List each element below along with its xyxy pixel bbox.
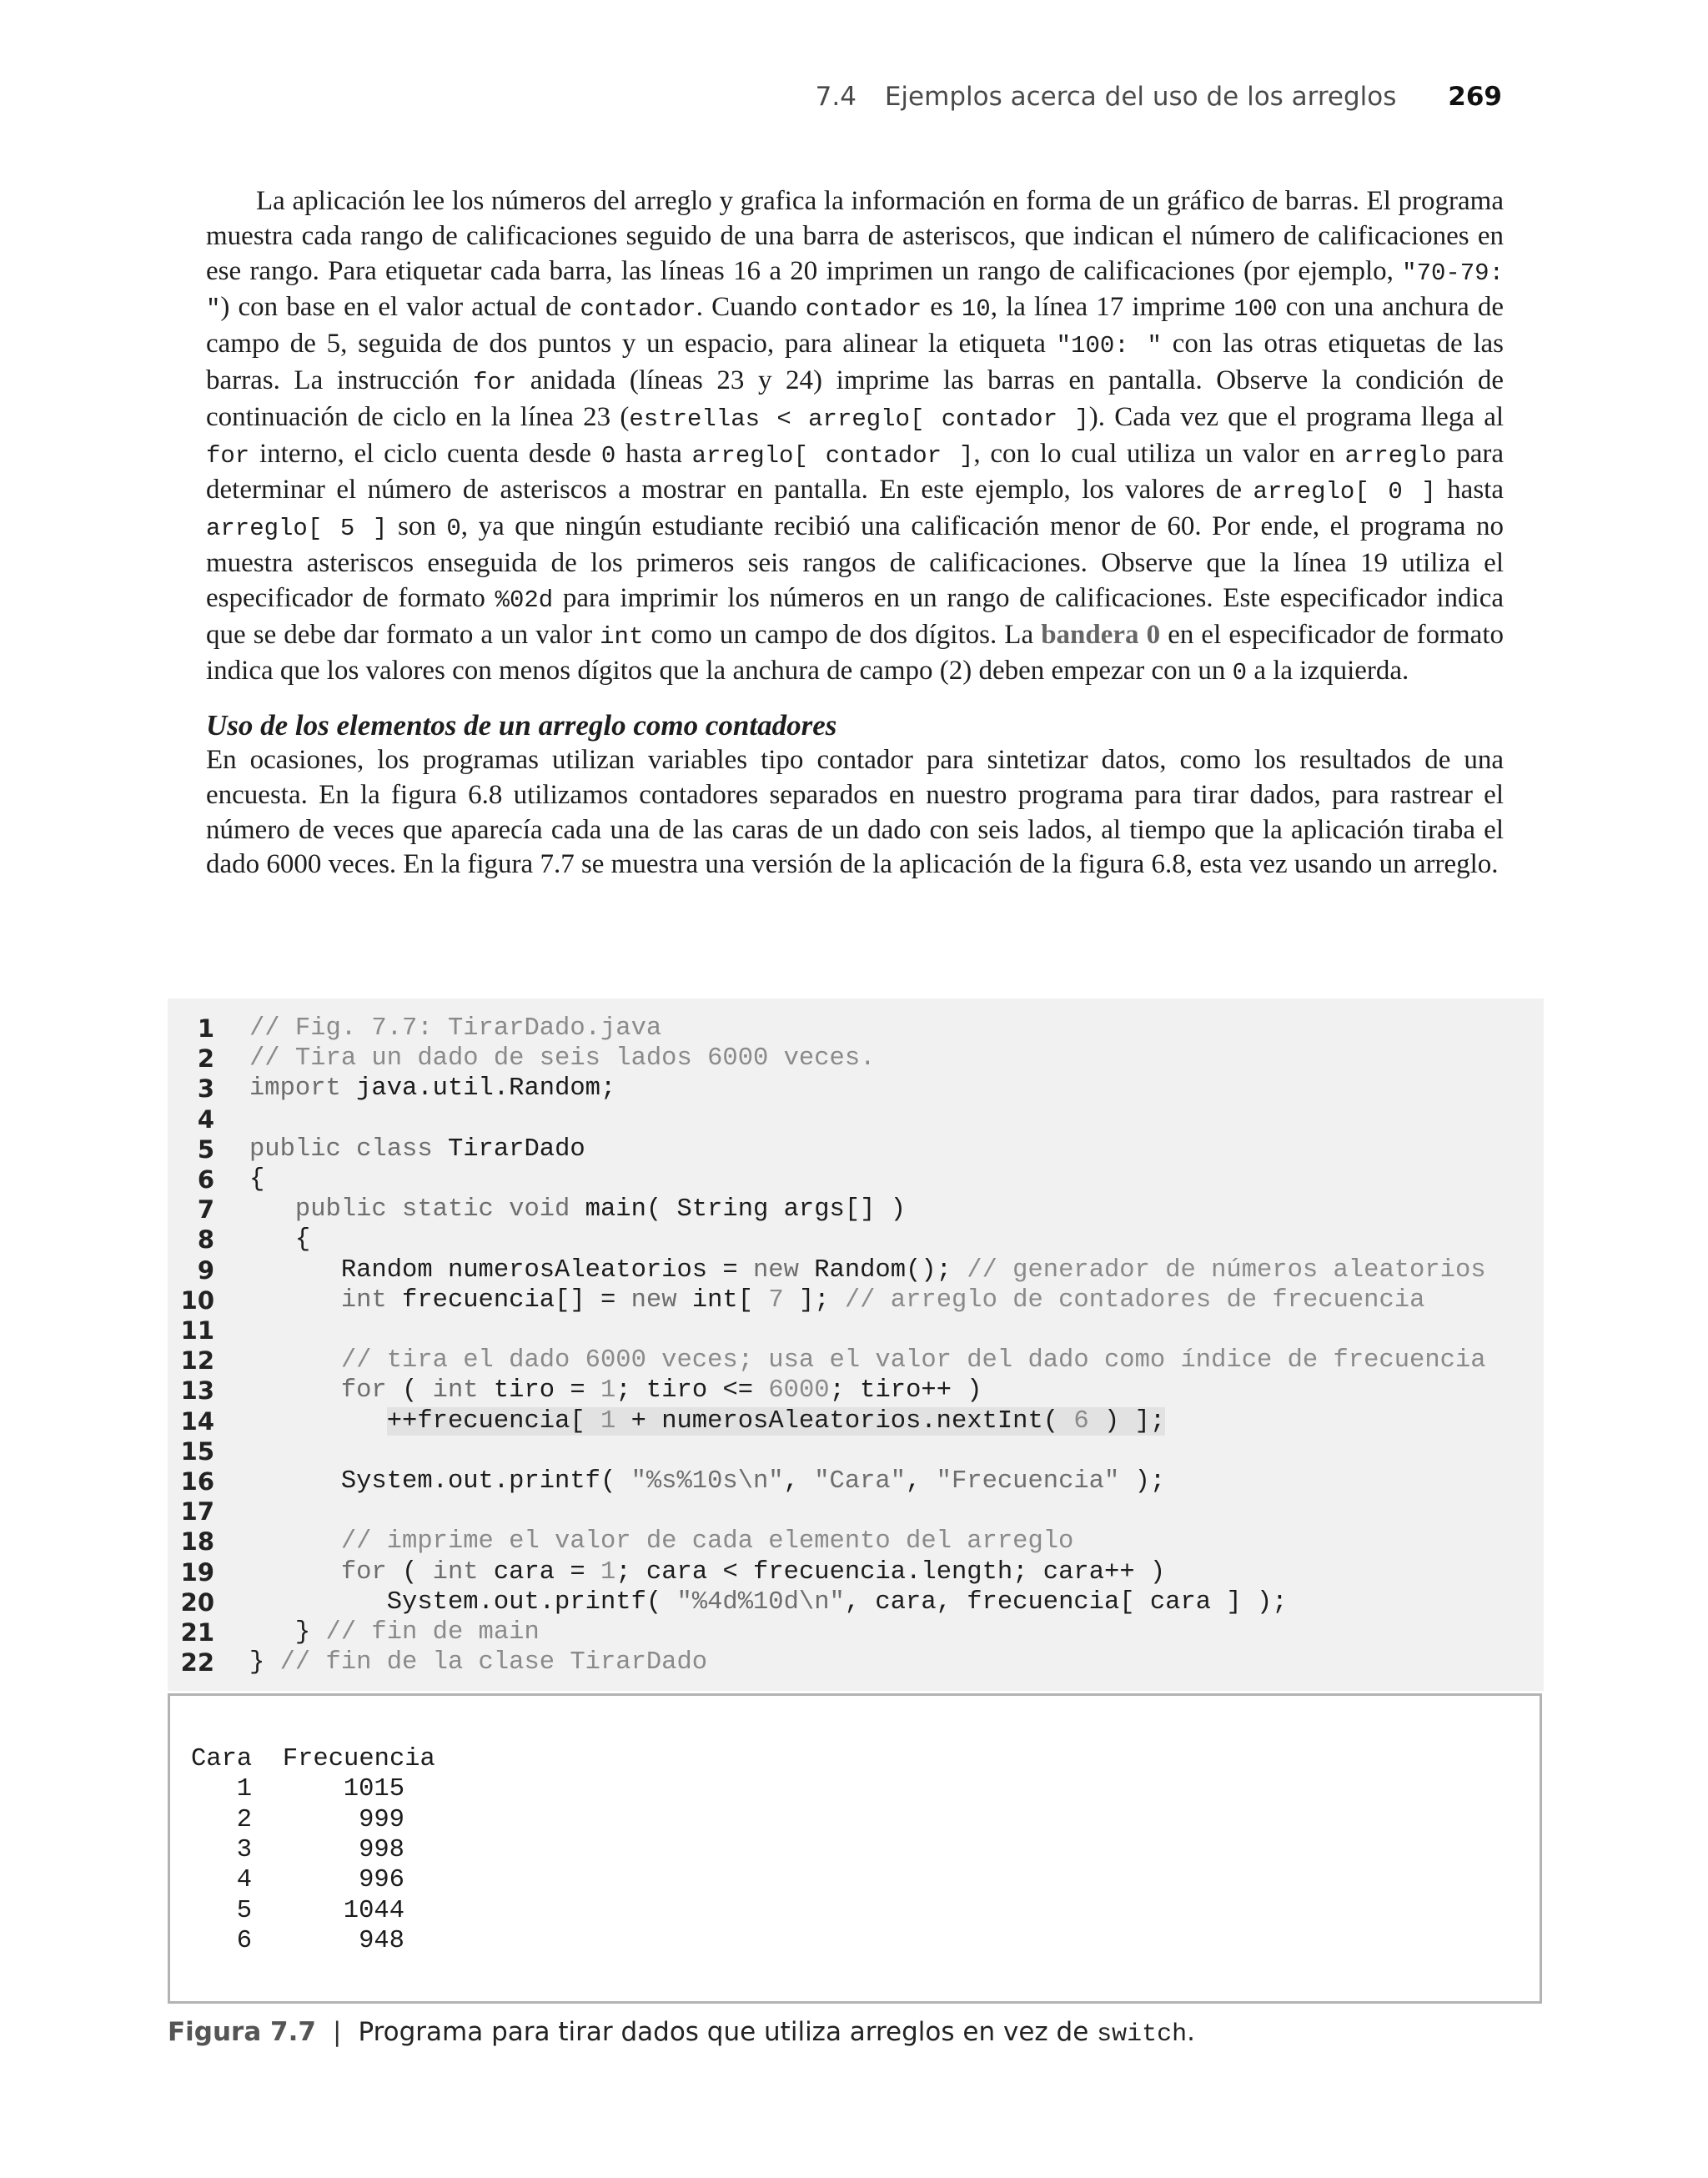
line-number: 10: [180, 1285, 214, 1315]
text-run: ). Cada vez que el programa llega al: [1088, 401, 1505, 432]
section-title: Ejemplos acerca del uso de los arreglos: [884, 82, 1397, 112]
code-text: [249, 1074, 615, 1104]
code-text: [249, 1164, 264, 1195]
output-cara: 6: [236, 1926, 252, 1955]
inline-code: %02d: [495, 586, 554, 614]
inline-code: "100: ": [1056, 332, 1162, 360]
code-token: }: [249, 1618, 326, 1647]
code-text: [249, 1587, 1288, 1617]
line-number: 17: [180, 1497, 214, 1527]
line-number: 14: [180, 1406, 214, 1436]
code-text: [249, 1134, 585, 1164]
line-number: 22: [180, 1648, 214, 1678]
code-token: int: [249, 1285, 387, 1315]
code-text: [249, 1557, 1165, 1587]
paragraph-counters: [206, 743, 1504, 883]
output-row: [191, 1865, 404, 1895]
section-subheading: Uso de los elementos de un arreglo como contadores: [206, 709, 837, 742]
text-run: , con lo cual utiliza un valor en: [973, 438, 1345, 469]
line-number: 21: [180, 1618, 214, 1647]
line-number: 12: [180, 1346, 214, 1376]
code-text: [249, 1044, 875, 1074]
figure-label: Figura 7.7: [168, 2017, 316, 2047]
code-token: ; tiro <=: [615, 1376, 769, 1406]
line-number: 7: [197, 1195, 214, 1225]
code-token: frecuencia[] =: [386, 1285, 631, 1315]
output-frecuencia: 998: [359, 1835, 404, 1864]
inline-code: for: [472, 368, 517, 396]
code-token: (: [386, 1557, 433, 1587]
line-number: 3: [197, 1074, 214, 1104]
text-run: . Cuando: [696, 292, 806, 323]
inline-code: for: [206, 441, 250, 470]
text-run: son: [387, 511, 447, 542]
line-number: 20: [180, 1587, 214, 1617]
output-frecuencia: 948: [359, 1926, 404, 1955]
line-number: 9: [197, 1255, 214, 1285]
code-token: ; tiro++ ): [829, 1376, 982, 1406]
code-token: // fin de main: [325, 1618, 540, 1647]
output-cara: 1: [236, 1775, 252, 1804]
code-token: ) ];: [1088, 1406, 1166, 1436]
code-token: TirarDado: [432, 1134, 585, 1164]
code-token: {: [249, 1165, 265, 1194]
caption-separator: |: [332, 2017, 342, 2047]
code-text: [249, 1285, 1424, 1315]
code-token: 1: [600, 1406, 616, 1436]
code-token: 1: [600, 1557, 616, 1587]
inline-code: contador: [805, 295, 922, 324]
output-frecuencia: 999: [359, 1805, 404, 1834]
code-token: // Fig. 7.7: TirarDado.java: [249, 1014, 662, 1043]
output-row: [191, 1774, 404, 1804]
line-number: 2: [197, 1044, 214, 1074]
code-token: // tira el dado 6000 veces; usa el valor del dado como índice de frecuencia: [249, 1346, 1486, 1376]
inline-code: 0: [600, 441, 616, 470]
line-number: 11: [180, 1316, 214, 1345]
program-output: [168, 1693, 1542, 2004]
page-number: 269: [1448, 82, 1502, 112]
line-number: 8: [197, 1225, 214, 1255]
inline-code: "70-79: ": [206, 259, 1504, 324]
line-number: 18: [180, 1527, 214, 1557]
output-row: [191, 1926, 404, 1956]
code-text: [249, 1195, 906, 1225]
line-number: 19: [180, 1557, 214, 1587]
inline-code: estrellas < arreglo[ contador ]: [629, 405, 1089, 433]
text-run: con las otras etiquetas de las barras. La instrucción: [206, 329, 1504, 395]
code-text: [249, 1225, 310, 1255]
paragraph-text: En ocasiones, los programas utilizan variables tipo contador para sintetizar datos, como los resultados de una encuesta. En la figura 6.8 utilizamos contadores separados en nuestro programa para tirar dados, para rastrear el número de veces que aparecía cada una de las caras de un dado con seis lados, al tiempo que la aplicación tiraba el dado 6000 veces. En la figura 7.7 se muestra una versión de la aplicación de la figura 6.8, esta vez usando un arreglo.: [206, 745, 1504, 880]
output-row: [191, 1896, 404, 1926]
code-token: "%s%10s\n": [630, 1467, 784, 1496]
running-header: [816, 82, 1502, 112]
caption-end: .: [1187, 2017, 1196, 2047]
code-token: cara =: [478, 1557, 601, 1587]
line-number: 16: [180, 1467, 214, 1496]
code-token: // arreglo de contadores de frecuencia: [844, 1285, 1425, 1315]
text-run: para imprimir los números en un rango de calificaciones. Este especificador indica que se debe dar formato a un valor: [206, 582, 1504, 650]
line-number: 15: [180, 1436, 214, 1466]
code-token: );: [1119, 1467, 1166, 1496]
output-frecuencia: 1015: [343, 1775, 404, 1804]
inline-code: arreglo[ contador ]: [691, 441, 974, 470]
code-token: ; cara < frecuencia.length; cara++ ): [615, 1557, 1166, 1587]
inline-code: arreglo: [1344, 441, 1447, 470]
code-token: import: [249, 1074, 341, 1104]
text-run: para determinar el número de asteriscos a mostrar en pantalla. En este ejemplo, los valores de: [206, 438, 1504, 506]
code-token: tiro =: [478, 1376, 601, 1406]
code-token: 7: [768, 1285, 784, 1315]
caption-code: switch: [1097, 2020, 1188, 2049]
inline-code: 0: [1232, 659, 1248, 687]
code-token: public class: [249, 1134, 433, 1164]
text-run: es: [922, 292, 962, 323]
code-token: "Cara": [814, 1467, 907, 1496]
code-text: [249, 1647, 707, 1678]
code-token: ,: [783, 1467, 815, 1496]
output-row: [191, 1805, 404, 1835]
code-token: {: [249, 1225, 311, 1255]
inline-code: contador: [580, 295, 696, 324]
output-cara: 5: [236, 1896, 252, 1925]
inline-code: 100: [1233, 295, 1278, 324]
text-run: a la izquierda.: [1247, 656, 1409, 687]
code-token: 6: [1073, 1406, 1089, 1436]
output-row: [191, 1835, 404, 1865]
code-token: main( String args[] ): [570, 1195, 907, 1225]
bold-term: bandera 0: [1041, 619, 1161, 650]
code-token: ++frecuencia[: [386, 1406, 600, 1436]
inline-code: arreglo[ 0 ]: [1253, 478, 1436, 506]
output-cara: 3: [236, 1835, 252, 1864]
code-token: "Frecuencia": [936, 1467, 1120, 1496]
text-run: hasta: [615, 438, 692, 469]
code-text: [249, 1376, 982, 1406]
code-token: for: [249, 1557, 387, 1587]
paragraph-bar-chart-explanation: [206, 184, 1504, 691]
line-number: 5: [197, 1134, 214, 1164]
code-token: [249, 1407, 387, 1436]
code-token: public static void: [249, 1195, 570, 1225]
code-token: System.out.printf(: [249, 1587, 677, 1617]
code-token: // generador de números aleatorios: [967, 1255, 1486, 1285]
code-text: [249, 1014, 661, 1044]
code-token: 6000: [768, 1376, 830, 1406]
line-number: 4: [197, 1104, 214, 1134]
text-run: interno, el ciclo cuenta desde: [249, 438, 601, 469]
section-number: 7.4: [815, 82, 857, 112]
inline-code: 10: [961, 295, 991, 324]
text-run: con una anchura de campo de 5, seguida de dos puntos y un espacio, para alinear la etiqueta: [206, 292, 1505, 360]
line-number: 13: [180, 1376, 214, 1406]
code-token: java.util.Random;: [340, 1074, 616, 1104]
output-frecuencia: 1044: [343, 1896, 404, 1925]
code-text: [249, 1346, 1486, 1376]
code-token: // imprime el valor de cada elemento del arreglo: [249, 1527, 1074, 1557]
output-cara: 2: [236, 1805, 252, 1834]
paragraph-text: [206, 184, 1504, 691]
code-token: Random numerosAleatorios =: [249, 1255, 753, 1285]
output-header: Cara Frecuencia: [191, 1745, 435, 1773]
text-run: como un campo de dos dígitos. La: [643, 619, 1042, 650]
output-frecuencia: 996: [359, 1866, 404, 1895]
code-token: // Tira un dado de seis lados 6000 veces.: [249, 1044, 876, 1074]
text-run: en el especificador de formato indica que los valores con menos dígitos que la anchura de campo (2) deben empezar con un: [206, 619, 1504, 687]
inline-code: 0: [446, 515, 461, 543]
text-run: hasta: [1435, 475, 1504, 506]
code-text: [249, 1466, 1165, 1496]
text-run: anidada (líneas 23 y 24) imprime las barras en pantalla. Observe la condición de continuación de ciclo en la línea 23 (: [206, 365, 1504, 432]
text-run: , la línea 17 imprime: [990, 292, 1234, 323]
code-token: new: [753, 1255, 799, 1285]
code-listing: [168, 998, 1544, 1691]
caption-text: Programa para tirar dados que utiliza arreglos en vez de: [358, 2017, 1098, 2047]
code-token: int: [432, 1557, 479, 1587]
code-token: new: [630, 1285, 677, 1315]
text-run: , ya que ningún estudiante recibió una calificación menor de 60. Por ende, el programa no muestra asteriscos enseguida de los primeros seis rangos de calificaciones. Observe que la línea 19 utiliza el especificador de formato: [206, 511, 1504, 613]
code-token: int: [432, 1376, 479, 1406]
code-token: Random();: [798, 1255, 967, 1285]
code-token: }: [249, 1648, 280, 1678]
code-text: [249, 1406, 1165, 1436]
code-text: [249, 1617, 540, 1647]
code-token: ];: [783, 1285, 845, 1315]
code-token: + numerosAleatorios.nextInt(: [615, 1406, 1074, 1436]
code-token: for: [249, 1376, 387, 1406]
line-number: 1: [197, 1014, 214, 1043]
inline-code: int: [600, 622, 644, 651]
code-token: 1: [600, 1376, 616, 1406]
text-run: La aplicación lee los números del arreglo y grafica la información en forma de un gráfico de barras. El programa muestra cada rango de calificaciones seguido de una barra de asteriscos, que indican el número de calificaciones en ese rango. Para etiquetar cada barra, las líneas 16 a 20 imprimen un rango de calificaciones (por ejemplo,: [206, 186, 1504, 286]
code-token: int[: [676, 1285, 769, 1315]
code-token: , cara, frecuencia[ cara ] );: [844, 1587, 1288, 1617]
code-token: // fin de la clase TirarDado: [279, 1648, 708, 1678]
figure-caption: [168, 2017, 1195, 2049]
line-number: 6: [197, 1165, 214, 1194]
code-token: "%4d%10d\n": [676, 1587, 845, 1617]
code-text: [249, 1527, 1073, 1557]
text-run: ) con base en el valor actual de: [220, 292, 580, 323]
code-token: ,: [906, 1467, 937, 1496]
inline-code: arreglo[ 5 ]: [206, 515, 388, 543]
code-token: (: [386, 1376, 433, 1406]
code-token: System.out.printf(: [249, 1467, 631, 1496]
output-cara: 4: [236, 1866, 252, 1895]
code-text: [249, 1255, 1486, 1285]
